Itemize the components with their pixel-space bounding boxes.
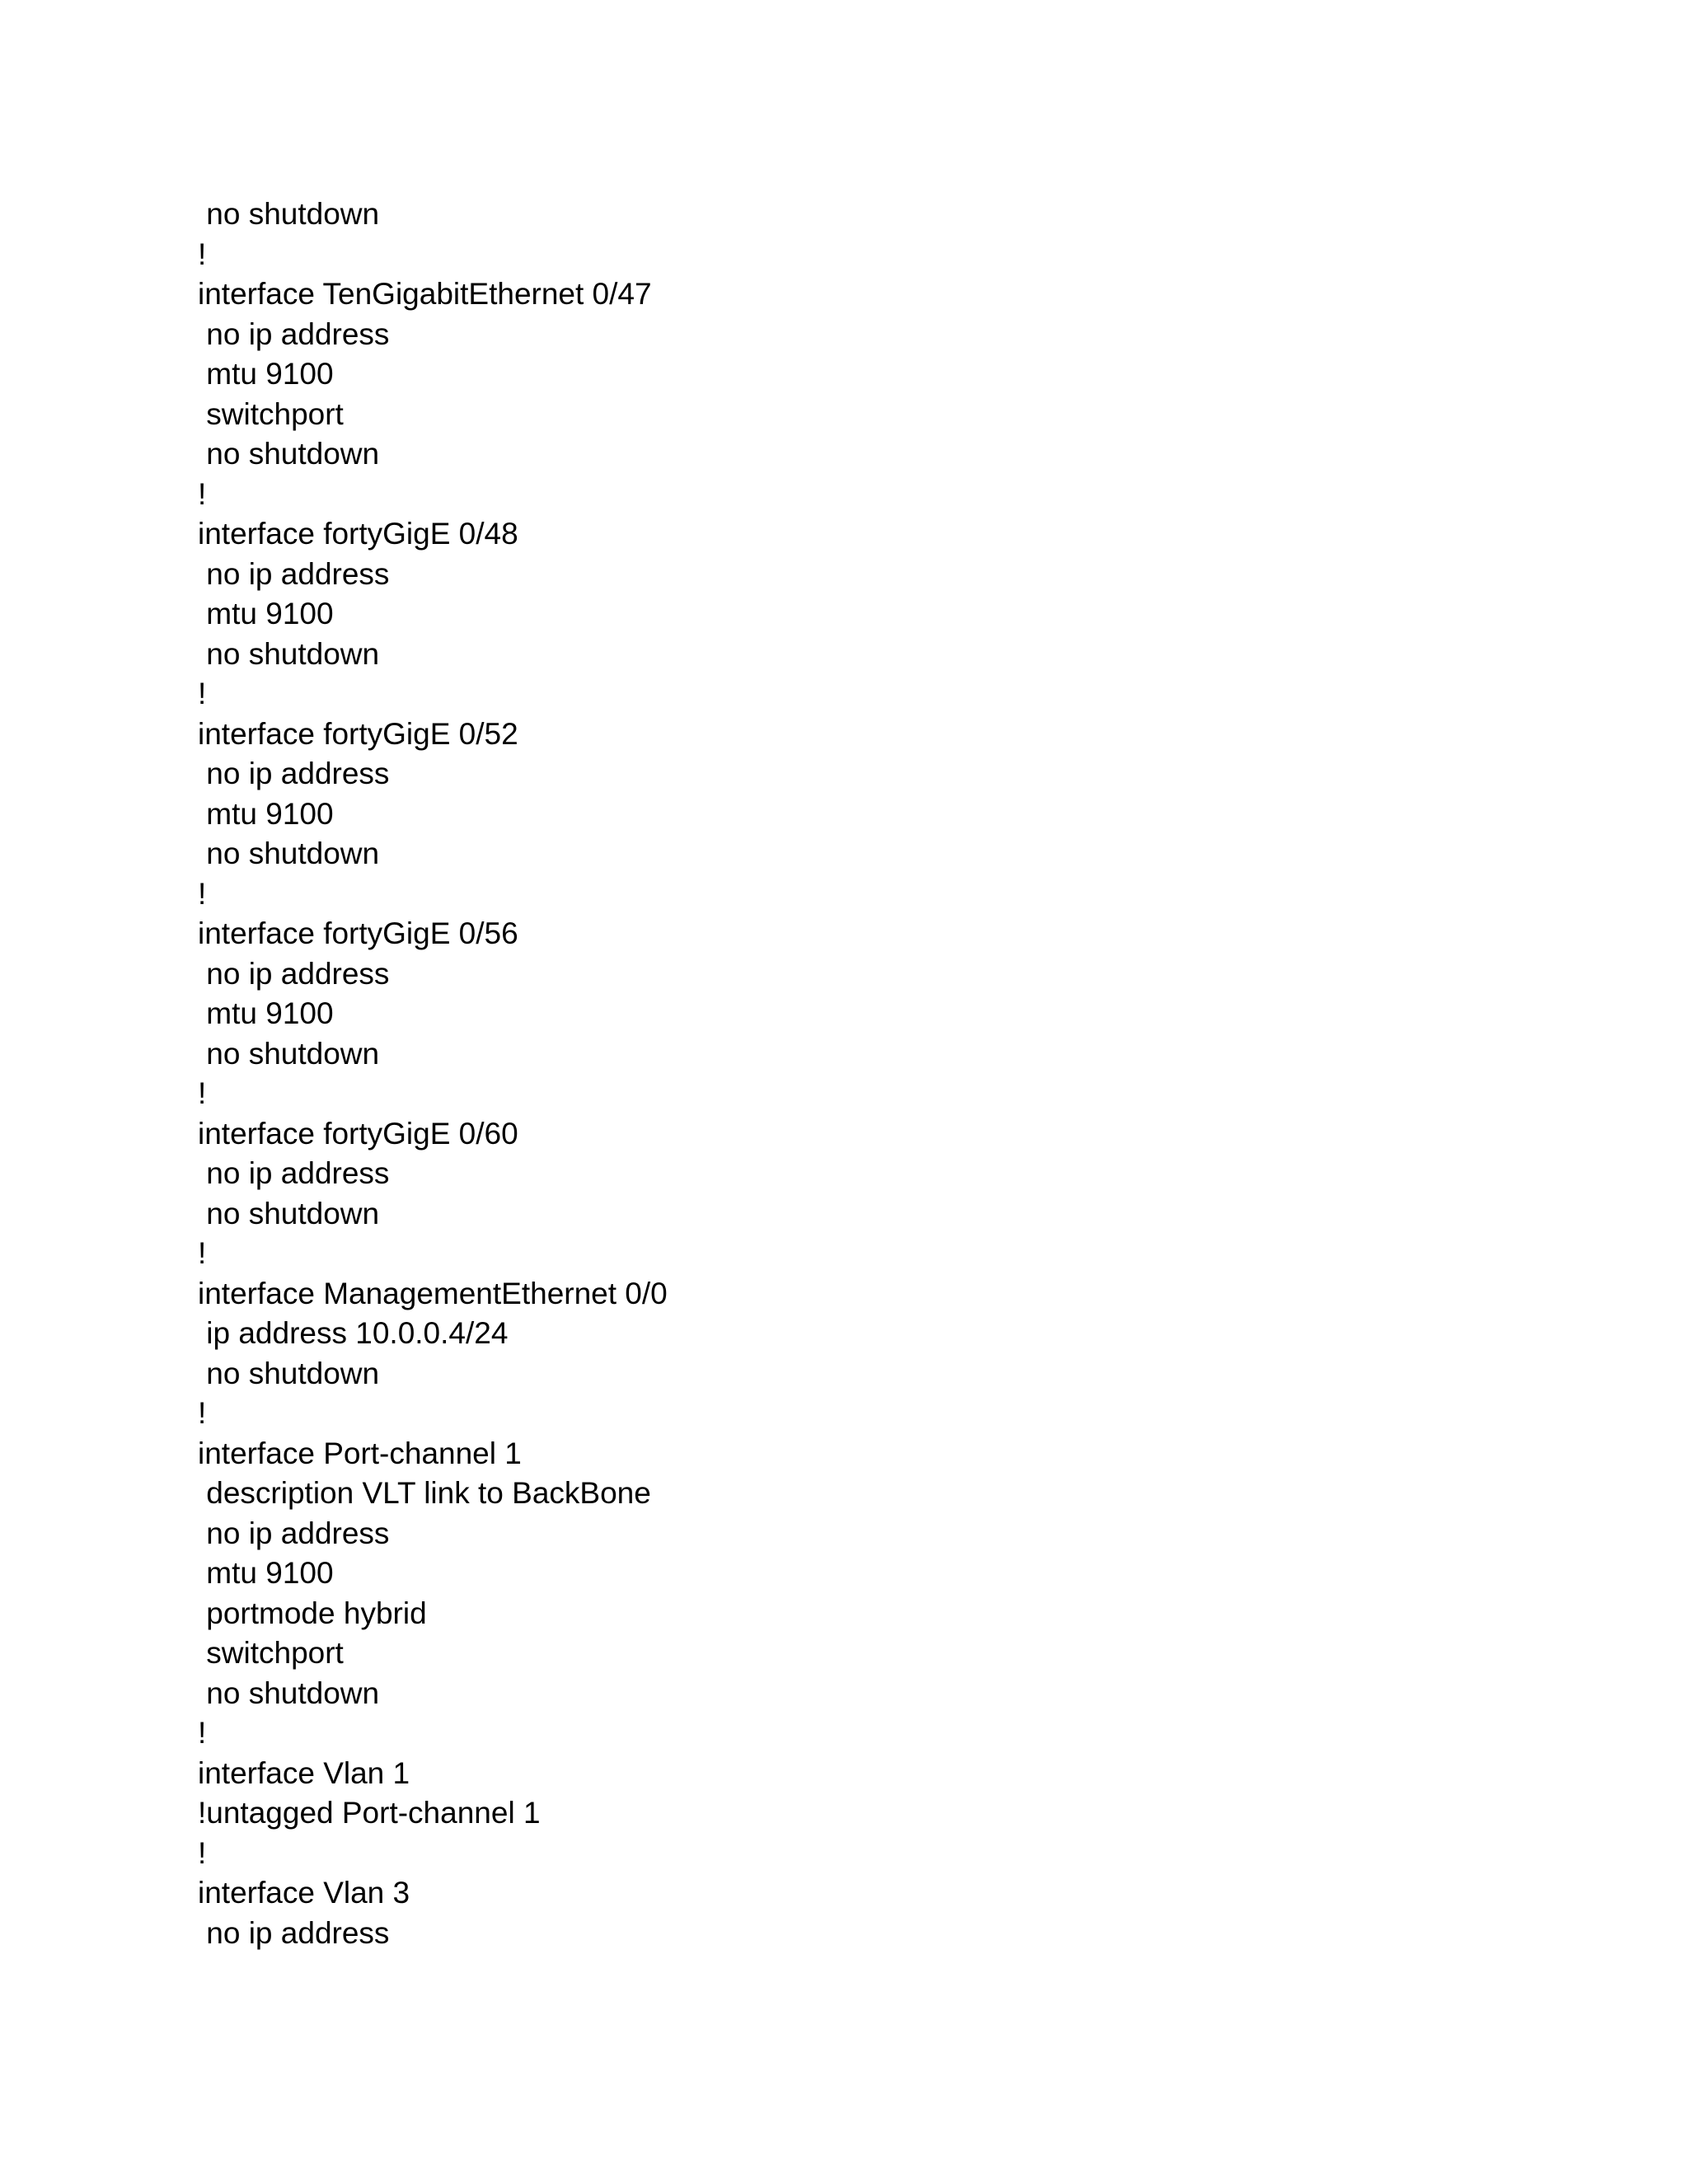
config-line: ! xyxy=(198,1835,207,1870)
config-line: no ip address xyxy=(198,956,390,991)
config-line: !untagged Port-channel 1 xyxy=(198,1796,541,1830)
config-line: no shutdown xyxy=(198,1036,380,1071)
config-line: ! xyxy=(198,1076,207,1110)
config-line: ! xyxy=(198,1236,207,1270)
config-line: interface TenGigabitEthernet 0/47 xyxy=(198,277,652,311)
config-line: interface Port-channel 1 xyxy=(198,1436,522,1470)
config-line: ip address 10.0.0.4/24 xyxy=(198,1316,509,1350)
config-line: mtu 9100 xyxy=(198,597,334,630)
config-line: mtu 9100 xyxy=(198,357,334,391)
config-line: no ip address xyxy=(198,556,390,591)
config-line: interface fortyGigE 0/60 xyxy=(198,1116,518,1151)
config-line: ! xyxy=(198,237,207,271)
config-line: interface Vlan 1 xyxy=(198,1755,410,1790)
config-line: interface fortyGigE 0/52 xyxy=(198,716,518,751)
config-line: no ip address xyxy=(198,316,390,351)
config-line: interface fortyGigE 0/56 xyxy=(198,916,518,950)
config-line: description VLT link to BackBone xyxy=(198,1476,651,1510)
config-line: no shutdown xyxy=(198,437,380,471)
config-line: switchport xyxy=(198,396,344,431)
config-line: no shutdown xyxy=(198,837,380,870)
config-line: mtu 9100 xyxy=(198,1556,334,1590)
config-line: portmode hybrid xyxy=(198,1596,427,1630)
config-line: interface Vlan 3 xyxy=(198,1876,410,1910)
config-line: ! xyxy=(198,1396,207,1430)
config-line: interface ManagementEthernet 0/0 xyxy=(198,1276,668,1310)
config-line: ! xyxy=(198,876,207,911)
config-line: mtu 9100 xyxy=(198,996,334,1030)
config-line: switchport xyxy=(198,1636,344,1670)
config-line: interface fortyGigE 0/48 xyxy=(198,517,518,551)
config-line: mtu 9100 xyxy=(198,796,334,831)
config-line: no shutdown xyxy=(198,1196,380,1230)
config-line: no ip address xyxy=(198,1516,390,1550)
config-line: ! xyxy=(198,1716,207,1750)
config-line: no shutdown xyxy=(198,1356,380,1390)
config-line: no shutdown xyxy=(198,197,380,231)
config-line: no shutdown xyxy=(198,1675,380,1710)
config-line: ! xyxy=(198,476,207,511)
config-line: no ip address xyxy=(198,1915,390,1950)
config-line: no ip address xyxy=(198,1156,390,1190)
config-line: ! xyxy=(198,677,207,710)
config-line: no shutdown xyxy=(198,636,380,671)
config-line: no ip address xyxy=(198,757,390,790)
config-listing xyxy=(198,194,668,1953)
